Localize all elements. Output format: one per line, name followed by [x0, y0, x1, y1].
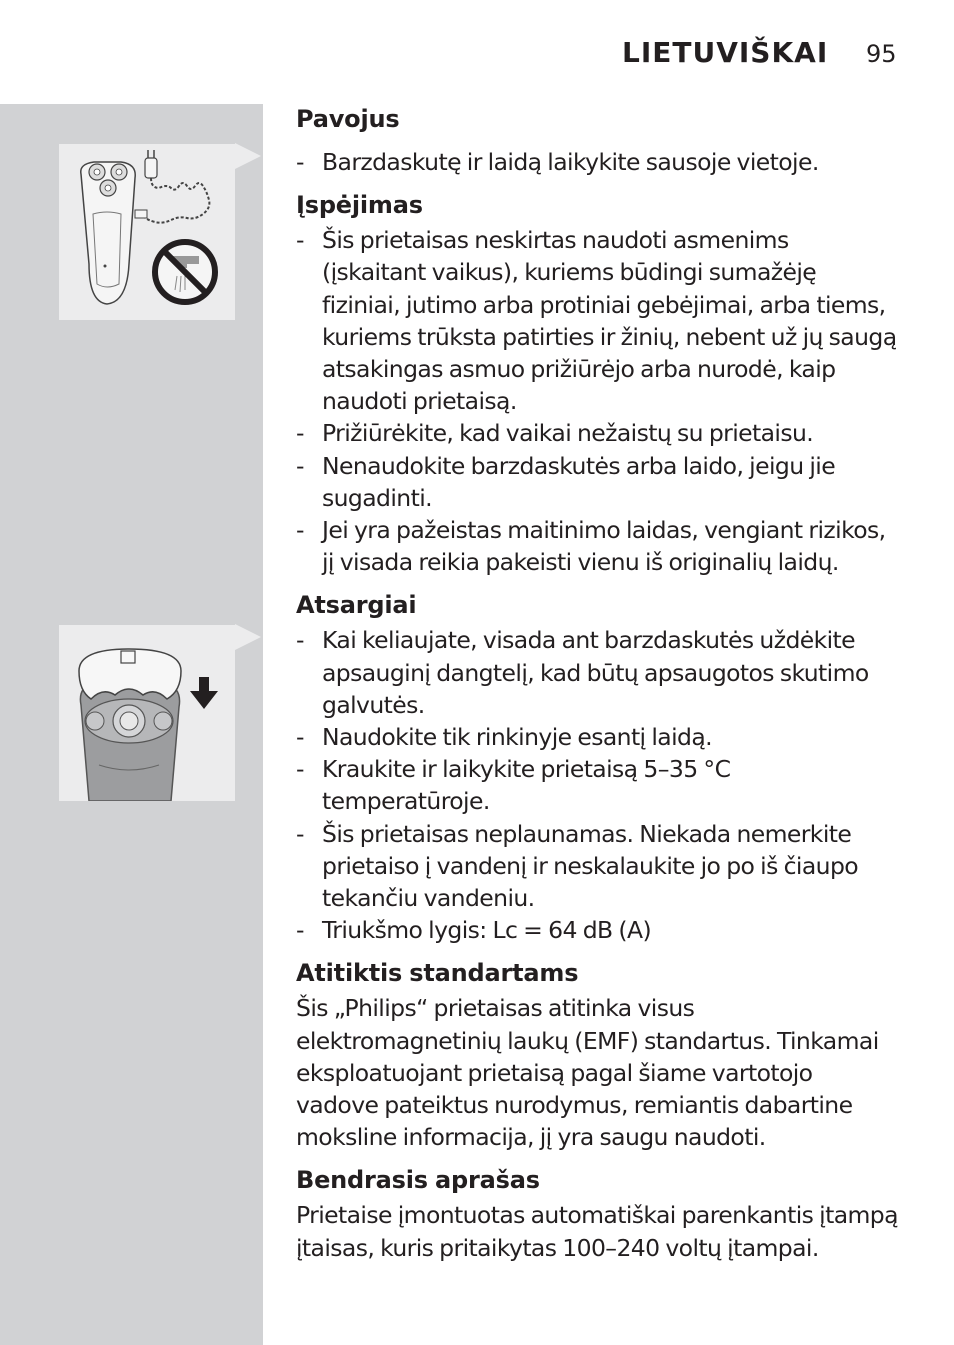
- list-item-text: Kraukite ir laikykite prietaisą 5–35 °C temperatūroje.: [322, 755, 731, 816]
- shaver-with-cord-no-water-figure: [59, 144, 235, 320]
- list-item-text: Barzdaskutę ir laidą laikykite sausoje vietoje.: [322, 148, 819, 176]
- bullet-list: [296, 624, 898, 946]
- main-content: [296, 100, 898, 1272]
- list-item-text: Triukšmo lygis: Lc = 64 dB (A): [322, 916, 652, 945]
- dash-bullet: -: [296, 723, 304, 752]
- list-item: [296, 224, 898, 417]
- list-item-text: Jei yra pažeistas maitinimo laidas, vengiant rizikos, jį visada reikia pakeisti vienu iš originalių laidų.: [322, 516, 886, 577]
- section-body: Šis „Philips“ prietaisas atitinka visus elektromagnetinių laukų (EMF) standartus. Tinkamai eksploatuojant prietaisą pagal šiame vartotojo vadove pateiktus nurodymus, remiantis dabartine moksline informacija, jį yra saugu naudoti.: [296, 994, 879, 1152]
- list-item: [296, 146, 898, 178]
- figure-pointer: [235, 624, 261, 650]
- dash-bullet: -: [296, 226, 304, 255]
- list-item: [296, 417, 898, 449]
- shaver-protection-cap-illustration: [59, 625, 235, 801]
- bullet-list: [296, 146, 898, 178]
- section-title: Įspėjimas: [296, 191, 423, 220]
- list-item-text: Šis prietaisas neplaunamas. Niekada nemerkite prietaiso į vandenį ir neskalaukite jo po iš čiaupo tekančiu vandeniu.: [322, 819, 859, 913]
- list-item: [296, 721, 898, 753]
- list-item-text: Šis prietaisas neskirtas naudoti asmenims (įskaitant vaikus), kuriems būdingi sumažėję fiziniai, jutimo arba protiniai gebėjimai, arba tiems, kuriems trūksta patirties ir žinių, nebent už jų saugą atsakingas asmuo prižiūrėjo arba nurodė, kaip naudoti prietaisą.: [322, 226, 897, 416]
- dash-bullet: -: [296, 516, 304, 545]
- list-item-text: Nenaudokite barzdaskutės arba laido, jeigu jie sugadinti.: [322, 451, 836, 512]
- dash-bullet: -: [296, 419, 304, 448]
- section-pavojus: [296, 100, 898, 178]
- section-ispejimas: [296, 186, 898, 578]
- list-item-text: Kai keliaujate, visada ant barzdaskutės uždėkite apsauginį dangtelį, kad būtų apsaugotos skutimo galvutės.: [322, 626, 869, 719]
- list-item: [296, 450, 898, 514]
- dash-bullet: -: [296, 755, 304, 784]
- section-atsargiai: [296, 586, 898, 946]
- dash-bullet: -: [296, 819, 304, 848]
- page-number: 95: [866, 40, 897, 68]
- section-standartai: [296, 954, 898, 1153]
- section-title: Atitiktis standartams: [296, 959, 579, 988]
- section-aprasas: [296, 1161, 898, 1263]
- shaver-protection-cap-figure: [59, 625, 235, 801]
- list-item-text: Naudokite tik rinkinyje esantį laidą.: [322, 723, 713, 752]
- dash-bullet: -: [296, 451, 304, 480]
- bullet-list: [296, 224, 898, 578]
- figure-pointer: [235, 143, 261, 169]
- section-title: Bendrasis aprašas: [296, 1166, 540, 1195]
- list-item: [296, 818, 898, 915]
- list-item: [296, 624, 898, 721]
- section-title: Atsargiai: [296, 591, 417, 620]
- section-title: Pavojus: [296, 105, 400, 133]
- dash-bullet: -: [296, 916, 304, 945]
- language-heading: LIETUVIŠKAI: [622, 36, 829, 69]
- shaver-with-cord-no-water-illustration: [59, 144, 235, 320]
- dash-bullet: -: [296, 626, 304, 655]
- dash-bullet: -: [296, 148, 304, 176]
- list-item: [296, 914, 898, 946]
- list-item-text: Prižiūrėkite, kad vaikai nežaistų su prietaisu.: [322, 419, 814, 448]
- list-item: [296, 753, 898, 817]
- list-item: [296, 514, 898, 578]
- section-body: Prietaise įmontuotas automatiškai parenkantis įtampą įtaisas, kuris pritaikytas 100–240 voltų įtampai.: [296, 1201, 898, 1262]
